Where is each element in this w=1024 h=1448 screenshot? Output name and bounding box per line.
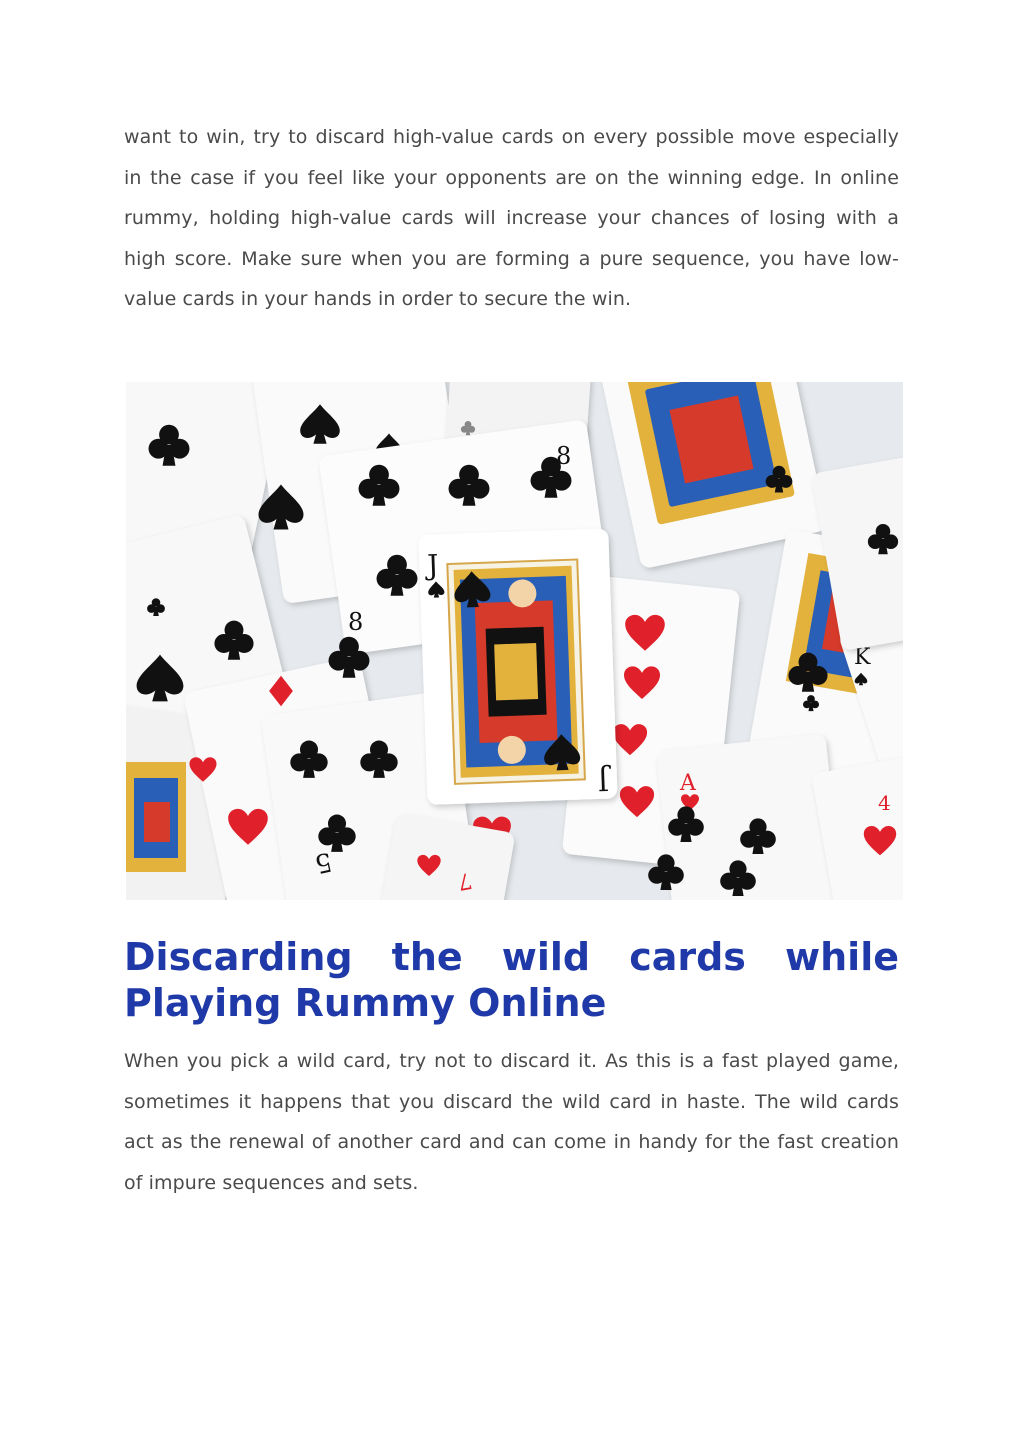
playing-cards-illustration [126, 382, 903, 900]
svg-text:J: J [426, 548, 440, 582]
svg-text:5: 5 [312, 845, 335, 879]
section-paragraph: When you pick a wild card, try not to discard it. As this is a fast played game, sometimes it happens that you discard the wild card in haste. The wild cards act as the renewal of another card and can come in handy for the fast creation of impure sequences and sets. [124, 1050, 899, 1194]
svg-text:A: A [680, 771, 696, 796]
svg-text:4: 4 [878, 791, 891, 815]
svg-text:K: K [854, 645, 871, 670]
section-heading: Discarding the wild cards while Playing Rummy Online [124, 935, 899, 1025]
svg-text:7: 7 [455, 866, 474, 894]
playing-cards-photo [126, 382, 903, 900]
svg-text:8: 8 [556, 442, 572, 470]
card-jack-of-spades [418, 528, 617, 804]
card-bottom-ace-hearts [648, 734, 846, 900]
section-body-block [124, 1041, 899, 1203]
intro-block [124, 117, 899, 320]
intro-paragraph: want to win, try to discard high-value cards on every possible move especially in the case if you feel like your opponents are on the winning edge. In online rummy, holding high-value cards will increase your chances of losing with a high score. Make sure when you are forming a pure sequence, you have low-value cards in your hands in order to secure the win. [124, 126, 899, 310]
svg-text:J: J [597, 763, 610, 797]
svg-text:8: 8 [348, 608, 364, 636]
